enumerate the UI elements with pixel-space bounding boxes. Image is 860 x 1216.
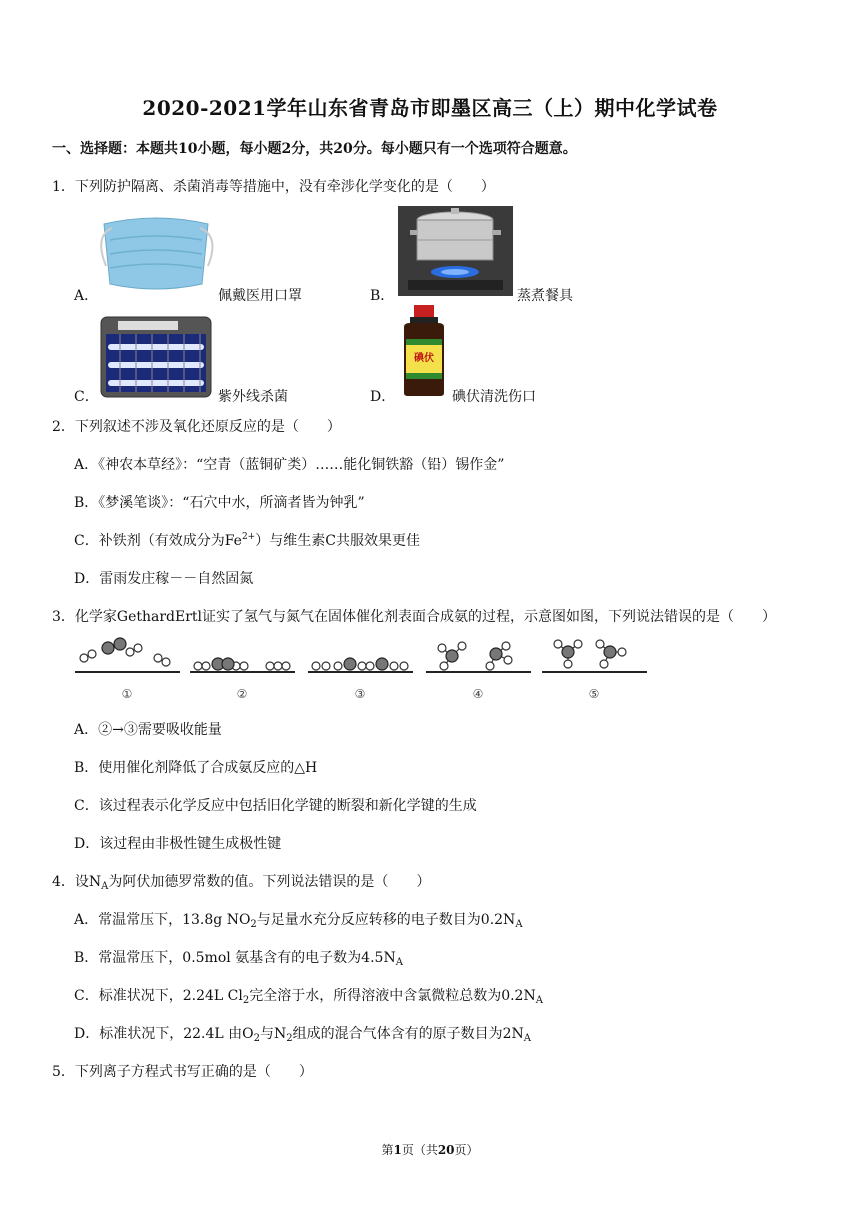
question-2-stem: 2．下列叙述不涉及氧化还原反应的是（ ）	[52, 419, 341, 435]
page-footer: 第1页（共20页）	[381, 1143, 479, 1157]
q3-option-c: C．该过程表示化学反应中包括旧化学键的断裂和新化学键的生成	[74, 798, 477, 814]
q1-option-d-letter: D．	[370, 389, 396, 405]
q4-option-c: C．标准状况下，2.24L $Cl_2$完全溶于水，所得溶液中含氯微粒总数为$0.2N_A$	[74, 988, 543, 1006]
q2-option-c: C．补铁剂（有效成分为$Fe^{2+}$）与维生素C共服效果更佳	[74, 532, 420, 549]
bottle-label: 碘伏	[414, 353, 434, 364]
q1-option-c-letter: C．	[74, 389, 99, 405]
ammonia-synthesis-diagram	[70, 634, 650, 704]
question-1-stem: 1．下列防护隔离、杀菌消毒等措施中，没有牵涉化学变化的是（ ）	[52, 179, 495, 195]
q4-option-b: B．常温常压下，0.5mol 氨基含有的电子数为$4.5N_A$	[74, 950, 403, 968]
q1-option-b-letter: B．	[370, 288, 395, 304]
q1-option-d-text: 碘伏清洗伤口	[452, 389, 536, 405]
iodophor-bottle-image	[398, 305, 450, 397]
diagram-label-5: ⑤	[588, 687, 600, 701]
uv-lamp-image	[100, 316, 212, 398]
q3-option-d: D．该过程由非极性键生成极性键	[74, 836, 282, 852]
diagram-label-2: ②	[236, 687, 248, 701]
diagram-label-4: ④	[472, 687, 484, 701]
face-mask-image	[96, 206, 216, 296]
q3-option-b: B．使用催化剂降低了合成氨反应的△H	[74, 760, 318, 776]
q1-option-b-text: 蒸煮餐具	[517, 288, 573, 304]
q2-option-a: A．《神农本草经》：“空青（蓝铜矿类）……能化铜铁豁（铅）锡作金”	[74, 457, 505, 473]
page-title: 2020-2021学年山东省青岛市即墨区高三（上）期中化学试卷	[142, 96, 718, 120]
q4-option-a: A．常温常压下，13.8g $NO_2$与足量水充分反应转移的电子数目为$0.2N_A$	[74, 912, 523, 930]
question-5-stem: 5．下列离子方程式书写正确的是（ ）	[52, 1064, 313, 1080]
section-heading: 一、选择题：本题共10小题，每小题2分，共20分。每小题只有一个选项符合题意。	[52, 141, 577, 157]
diagram-label-3: ③	[354, 687, 366, 701]
steamer-pot-image	[398, 206, 513, 296]
q2-option-b: B．《梦溪笔谈》：“石穴中水，所滴者皆为钟乳”	[74, 495, 365, 511]
q1-option-a-letter: A．	[74, 288, 99, 304]
question-3-stem: 3．化学家GethardErtl证实了氢气与氮气在固体催化剂表面合成氨的过程，示意图如图，下列说法错误的是（ ）	[52, 609, 777, 625]
q1-option-a-text: 佩戴医用口罩	[218, 288, 302, 304]
q3-option-a: A．②→③需要吸收能量	[74, 722, 222, 738]
q4-option-d: D．标准状况下，22.4L 由$O_2$与$N_2$组成的混合气体含有的原子数目为$2N_A$	[74, 1026, 532, 1044]
q1-option-c-text: 紫外线杀菌	[218, 389, 288, 405]
diagram-label-1: ①	[121, 687, 133, 701]
question-4-stem: 4．设$N_A$为阿伏加德罗常数的值。下列说法错误的是（ ）	[52, 874, 431, 892]
q2-option-d: D．雷雨发庄稼－－自然固氮	[74, 571, 254, 587]
